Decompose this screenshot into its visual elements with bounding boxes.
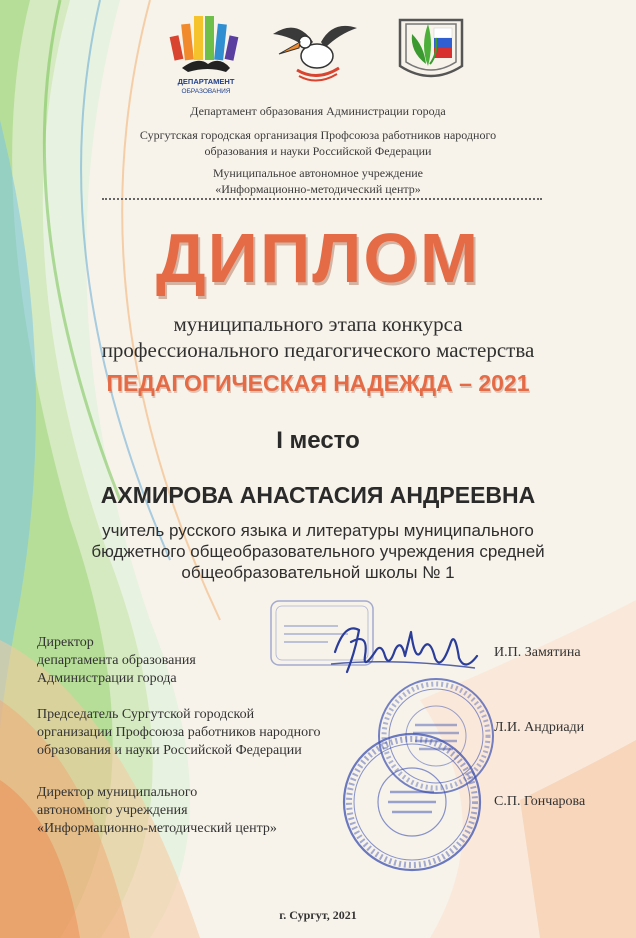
recipient-position-line3: общеобразовательной школы № 1 bbox=[181, 563, 455, 582]
signatory-3-line2: автономного учреждения bbox=[37, 803, 188, 818]
signatory-2-line1: Председатель Сургутской городской bbox=[37, 707, 255, 722]
signatory-2-name: Л.И. Андриади bbox=[494, 720, 585, 735]
header-department: Департамент образования Администрации города bbox=[190, 104, 446, 118]
dept-logo-line2: ОБРАЗОВАНИЯ bbox=[181, 88, 231, 95]
footer-place-year: г. Сургут, 2021 bbox=[279, 908, 357, 922]
header-center-line1: Муниципальное автономное учреждение bbox=[213, 166, 423, 180]
signatory-1-line1: Директор bbox=[37, 635, 94, 650]
recipient-name: АХМИРОВА АНАСТАСИЯ АНДРЕЕВНА bbox=[100, 482, 536, 508]
signatory-2-line3: образования и науки Российской Федерации bbox=[37, 743, 302, 758]
header-union bbox=[0, 127, 636, 159]
signatory-1-line2: департамента образования bbox=[37, 653, 196, 668]
signatory-1-title bbox=[37, 634, 196, 688]
signatory-3-name: С.П. Гончарова bbox=[494, 794, 586, 809]
header-center-line2: «Информационно-методический центр» bbox=[215, 182, 421, 196]
handwritten-signature bbox=[325, 612, 485, 682]
signatory-2-line2: организации Профсоюза работников народного bbox=[37, 725, 321, 740]
trade-union-logo bbox=[392, 6, 470, 92]
contest-name: ПЕДАГОГИЧЕСКАЯ НАДЕЖДА – 2021 bbox=[106, 370, 530, 396]
signatory-3-title bbox=[37, 784, 277, 838]
header-union-line1: Сургутская городская организация Профсоюза работников народного bbox=[139, 128, 497, 142]
signatory-2-title bbox=[37, 706, 321, 760]
dotted-divider bbox=[102, 198, 542, 200]
dept-logo-line1: ДЕПАРТАМЕНТ bbox=[177, 77, 235, 86]
signatory-1-line3: Администрации города bbox=[37, 671, 177, 686]
department-logo bbox=[168, 6, 244, 98]
diploma-title: ДИПЛОМ bbox=[155, 219, 481, 297]
signatory-3-line3: «Информационно-методический центр» bbox=[37, 821, 277, 836]
pelican-logo bbox=[267, 14, 363, 88]
header-union-line2: образования и науки Российской Федерации bbox=[204, 144, 432, 158]
award-place: I место bbox=[276, 427, 360, 454]
recipient-position-line2: бюджетного общеобразовательного учреждения средней bbox=[91, 542, 545, 561]
subtitle-line1: муниципального этапа конкурса bbox=[173, 312, 463, 336]
signatory-3-line1: Директор муниципального bbox=[37, 785, 198, 800]
imc-stamp bbox=[340, 730, 485, 875]
recipient-position-line1: учитель русского языка и литературы муниципального bbox=[102, 521, 534, 540]
subtitle-line2: профессионального педагогического мастерства bbox=[101, 338, 535, 362]
signatory-1-name: И.П. Замятина bbox=[494, 645, 581, 660]
header-center bbox=[0, 165, 636, 197]
